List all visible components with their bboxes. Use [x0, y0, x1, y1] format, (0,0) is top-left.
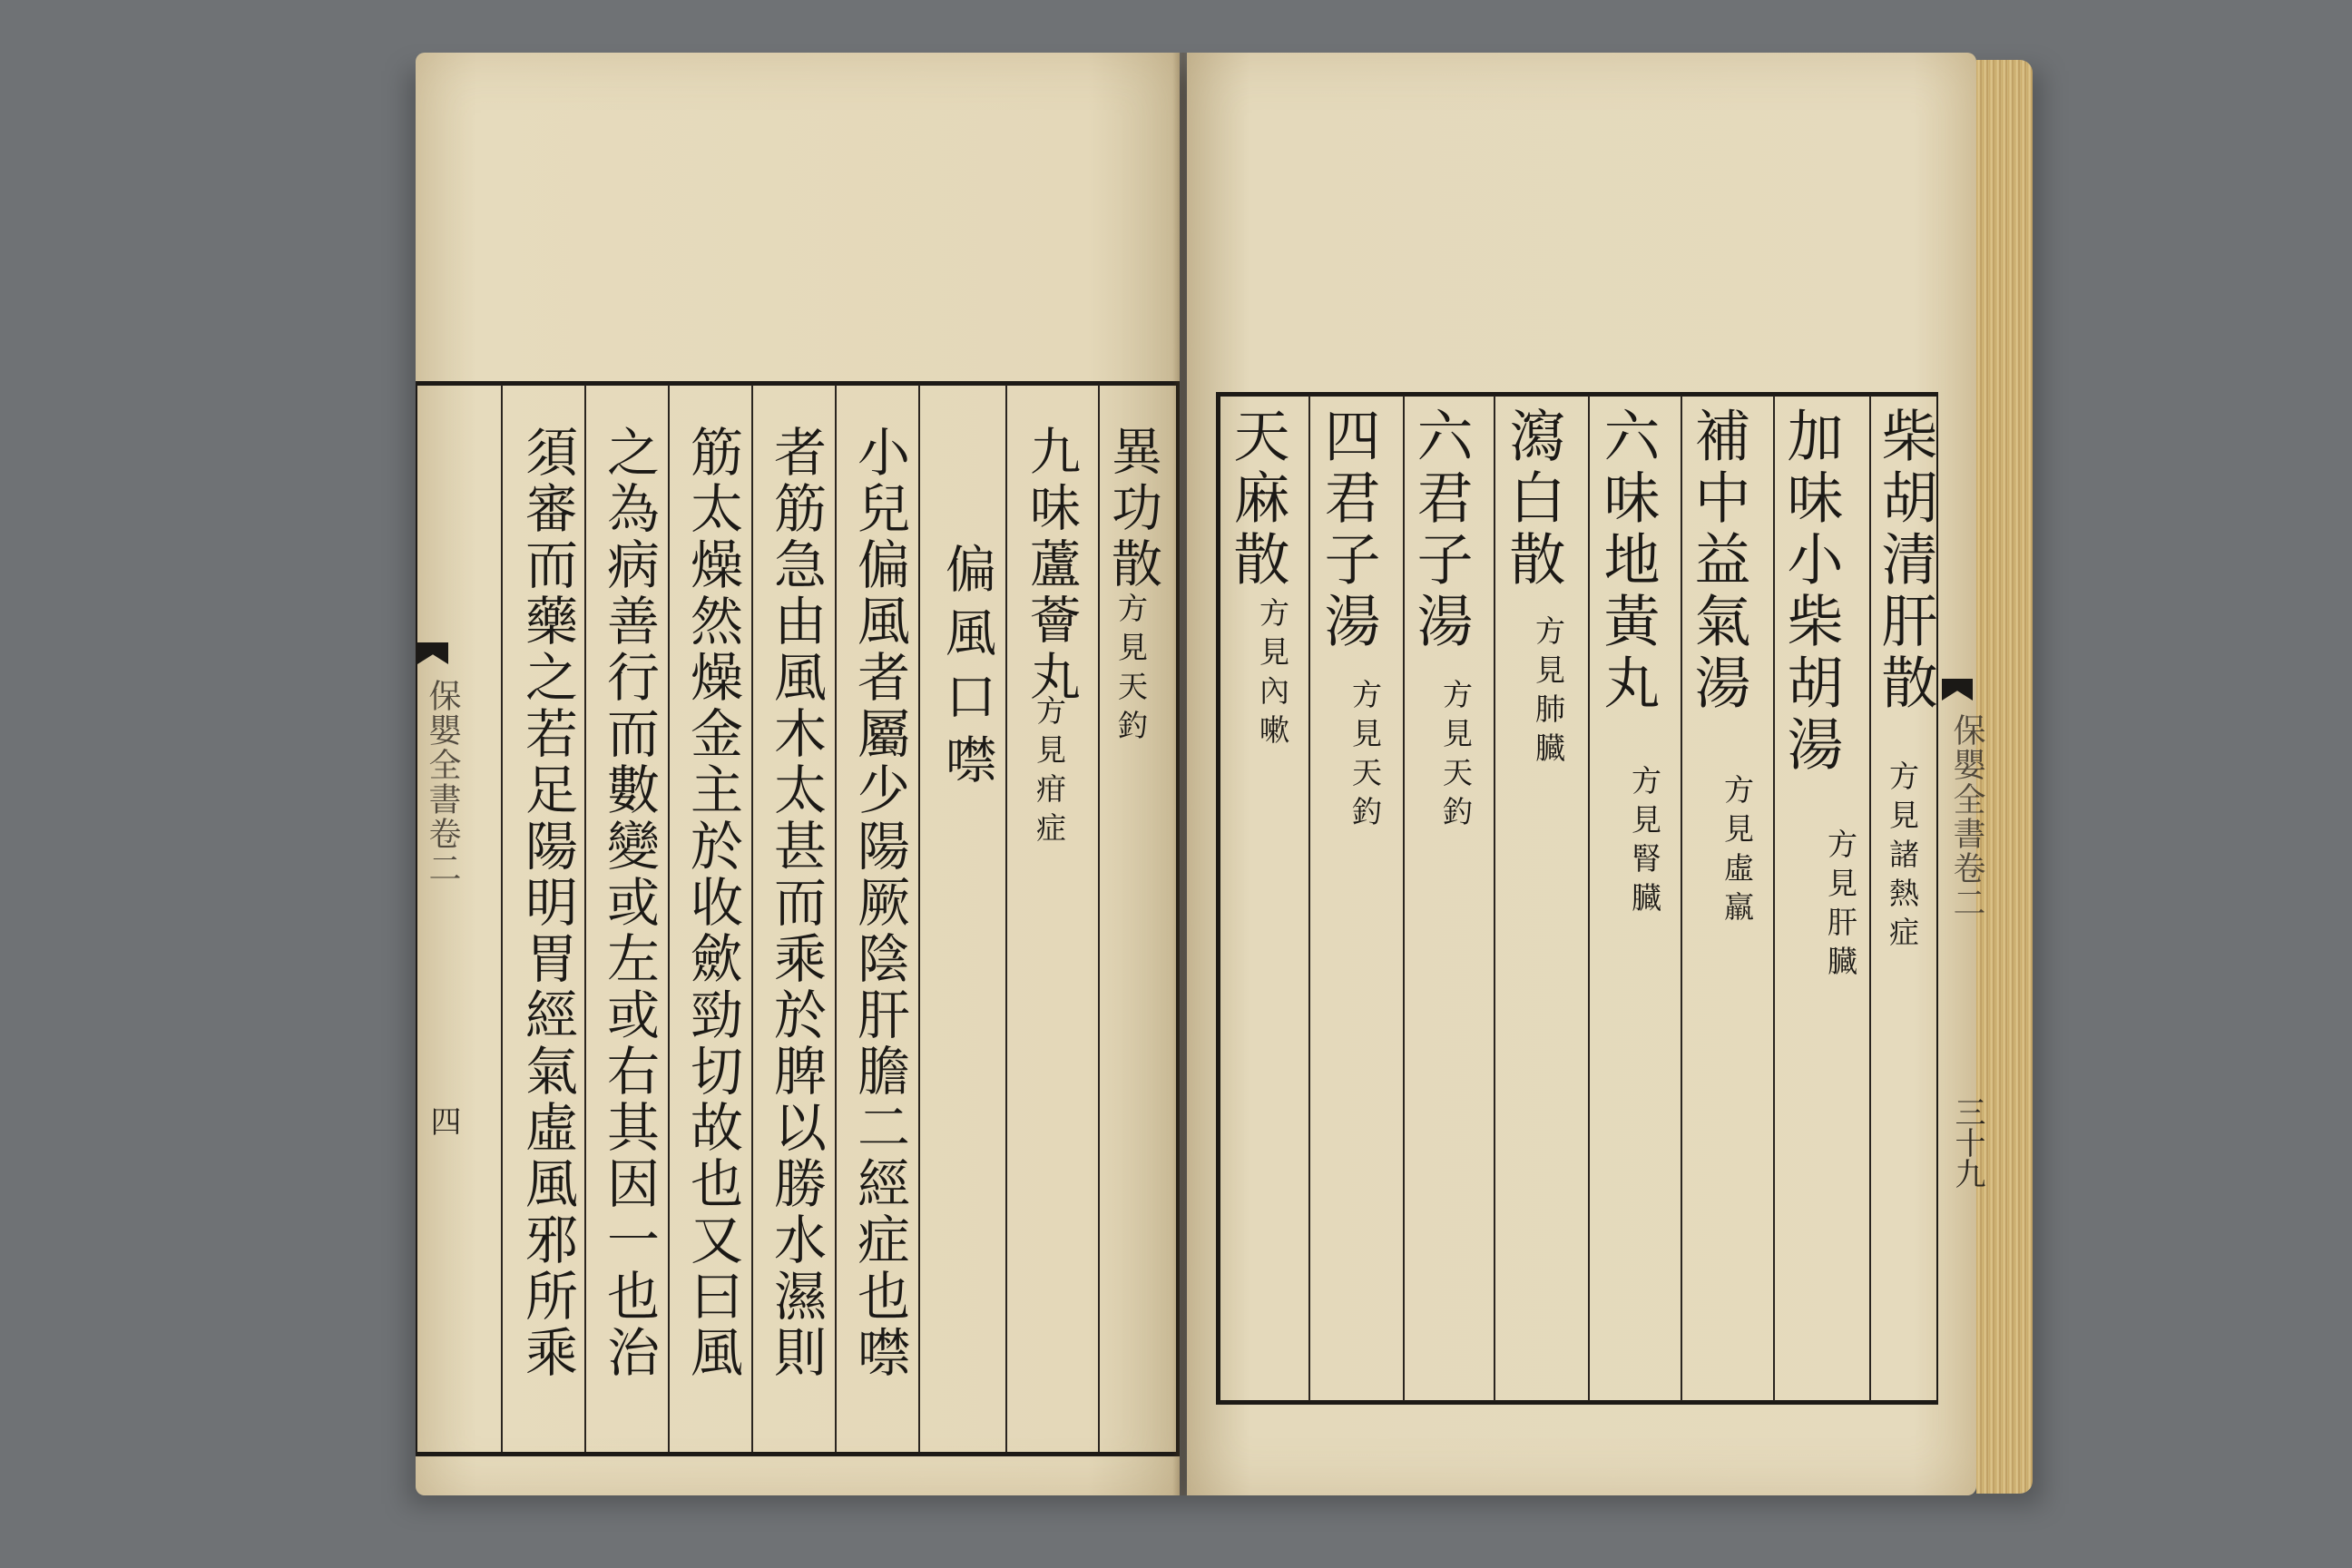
column-rule	[918, 385, 920, 1452]
right-entry-1-note: 方見諸熱症	[1885, 760, 1920, 956]
left-section-title: 偏風口噤	[937, 543, 996, 797]
right-entry-3-note: 方見虛羸	[1720, 774, 1755, 930]
open-book	[399, 53, 2051, 1504]
column-rule	[1588, 396, 1590, 1401]
column-rule	[835, 385, 837, 1452]
column-rule	[1681, 396, 1682, 1401]
right-entry-8-heading: 天麻散	[1224, 407, 1290, 592]
left-text-column-2: 者筋急由風木太甚而乘於脾以勝水濕則	[765, 425, 827, 1381]
column-rule	[1773, 396, 1775, 1401]
right-leaf-number: 三十九	[1949, 1096, 1985, 1189]
column-rule	[1005, 385, 1007, 1452]
right-entry-4-heading: 六味地黃丸	[1594, 407, 1661, 715]
right-entry-4-note: 方見腎臓	[1627, 765, 1662, 921]
right-entry-5-heading: 瀉白散	[1500, 407, 1566, 592]
column-rule	[1403, 396, 1405, 1401]
left-entry-1-note: 方見天釣	[1113, 593, 1149, 749]
left-text-column-4: 之為病善行而數變或左或右其因一也治	[598, 425, 660, 1381]
right-entry-1-heading: 柴胡清肝散	[1872, 407, 1938, 715]
right-entry-8-note: 方見內嗽	[1255, 597, 1290, 753]
column-rule	[1308, 396, 1310, 1401]
left-leaf-number: 四	[425, 1105, 461, 1136]
column-rule	[584, 385, 586, 1452]
right-entry-2-note: 方見肝臓	[1823, 828, 1858, 985]
column-rule	[501, 385, 503, 1452]
right-entry-7-note: 方見天釣	[1348, 679, 1383, 835]
right-entry-7-heading: 四君子湯	[1315, 407, 1381, 653]
right-entry-6-heading: 六君子湯	[1407, 407, 1474, 653]
left-entry-2-heading: 九味蘆薈丸	[1022, 425, 1081, 706]
left-text-column-5: 須審而藥之若足陽明胃經氣虛風邪所乘	[516, 425, 578, 1381]
column-rule	[668, 385, 670, 1452]
left-entry-2-note: 方見疳症	[1032, 695, 1067, 851]
column-rule	[1098, 385, 1100, 1452]
left-text-column-3: 筋太燥然燥金主於收歛勁切故也又曰風	[681, 425, 743, 1381]
column-rule	[1494, 396, 1495, 1401]
left-entry-1-heading: 異功散	[1103, 425, 1162, 593]
right-spine-title: 保嬰全書卷二	[1948, 713, 1985, 920]
right-entry-3-heading: 補中益氣湯	[1685, 407, 1751, 715]
column-rule	[1869, 396, 1871, 1401]
left-text-column-1: 小兒偏風者屬少陽厥陰肝膽二經症也噤	[848, 425, 910, 1381]
column-rule	[751, 385, 753, 1452]
right-entry-5-note: 方見肺臓	[1531, 615, 1566, 771]
left-spine-title: 保嬰全書卷二	[424, 679, 461, 886]
right-entry-6-note: 方見天釣	[1438, 679, 1474, 835]
right-entry-2-heading: 加味小柴胡湯	[1778, 407, 1844, 777]
